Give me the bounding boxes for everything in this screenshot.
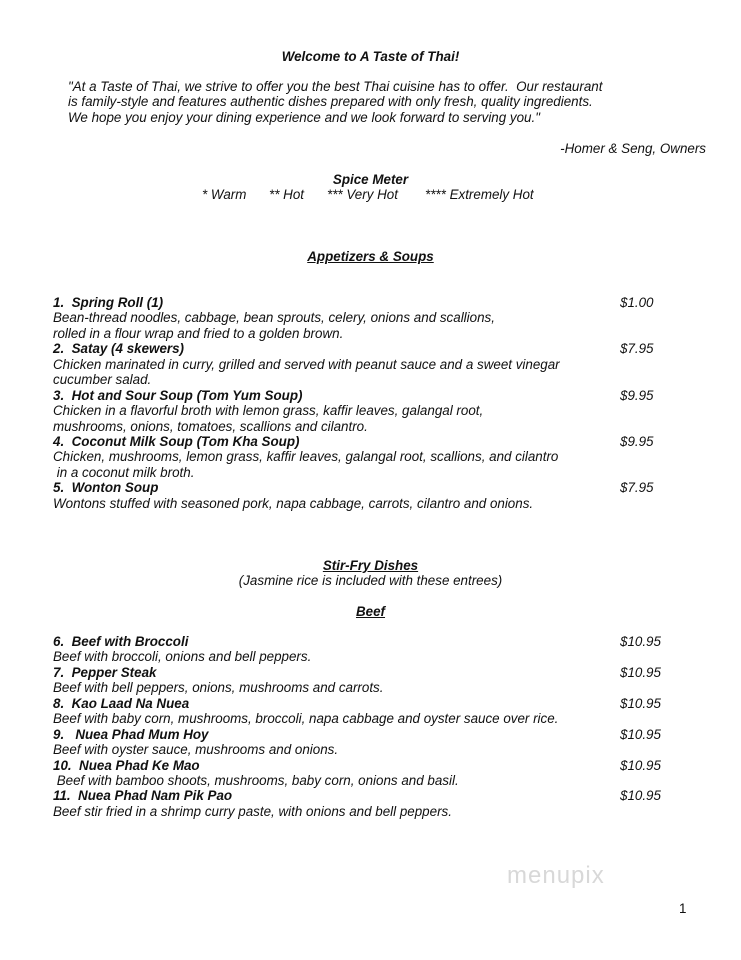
spice-level: ** Hot: [269, 187, 304, 202]
menu-item: [53, 634, 693, 649]
beef-heading: Beef: [355, 604, 386, 619]
intro-line: "At a Taste of Thai, we strive to offer you the best Thai cuisine has to offer. Our restaurant: [68, 79, 603, 94]
menu-item-price: $10.95: [620, 726, 661, 742]
appetizers-heading: Appetizers & Soups: [307, 249, 434, 264]
menu-item-name: 2. Satay (4 skewers): [53, 341, 185, 357]
menu-item-name: 7. Pepper Steak: [53, 664, 157, 680]
menu-item-description: Beef with bell peppers, onions, mushrooms and carrots.: [53, 680, 384, 696]
menu-item-price: $10.95: [620, 757, 661, 773]
menu-item-price: $9.95: [620, 433, 654, 449]
menu-item-price: $10.95: [620, 634, 661, 649]
menu-item-name: 6. Beef with Broccoli: [53, 634, 189, 649]
menu-item: [53, 295, 693, 310]
welcome-heading: Welcome to A Taste of Thai!: [281, 49, 460, 64]
menu-item-description: Wontons stuffed with seasoned pork, napa cabbage, carrots, cilantro and onions.: [53, 495, 534, 511]
spice-level: **** Extremely Hot: [425, 187, 534, 202]
spice-level: *** Very Hot: [327, 187, 398, 202]
spice-meter-title: Spice Meter: [332, 172, 409, 187]
menu-item-name: 5. Wonton Soup: [53, 480, 159, 496]
menu-item-description: mushrooms, onions, tomatoes, scallions and cilantro.: [53, 418, 368, 434]
menu-item-description: Beef with oyster sauce, mushrooms and onions.: [53, 742, 339, 758]
menu-item-name: 1. Spring Roll (1): [53, 295, 164, 310]
menu-item-description: cucumber salad.: [53, 372, 152, 388]
page-number: 1: [679, 901, 687, 916]
menu-item-price: $7.95: [620, 480, 654, 496]
menu-item-price: $1.00: [620, 295, 654, 310]
menu-item: [53, 758, 693, 773]
menu-item-price: $10.95: [620, 695, 661, 711]
stir-fry-heading: Stir-Fry Dishes: [322, 558, 419, 573]
signature: -Homer & Seng, Owners: [560, 141, 706, 156]
menu-item-description: Beef with bamboo shoots, mushrooms, baby corn, onions and basil.: [53, 772, 459, 788]
menu-item-description: Beef with broccoli, onions and bell peppers.: [53, 649, 312, 665]
menu-item-description: Bean-thread noodles, cabbage, bean sprouts, celery, onions and scallions,: [53, 310, 495, 326]
menu-item-description: Chicken in a flavorful broth with lemon grass, kaffir leaves, galangal root,: [53, 403, 484, 419]
menu-item-name: 4. Coconut Milk Soup (Tom Kha Soup): [53, 433, 300, 449]
menu-item: [53, 788, 693, 803]
menu-item-description: Beef stir fried in a shrimp curry paste, with onions and bell peppers.: [53, 803, 452, 819]
appetizers-list: [53, 295, 693, 511]
intro-line: We hope you enjoy your dining experience and we look forward to serving you.": [68, 110, 540, 125]
menu-item-price: $7.95: [620, 341, 654, 357]
watermark-logo: menupix: [507, 862, 605, 889]
menu-item-price: $10.95: [620, 664, 661, 680]
menu-item: [53, 388, 693, 403]
menu-item-name: 10. Nuea Phad Ke Mao: [53, 757, 200, 773]
menu-item-name: 9. Nuea Phad Mum Hoy: [53, 726, 209, 742]
menu-item: [53, 696, 693, 711]
menu-item: [53, 434, 693, 449]
beef-list: [53, 634, 693, 819]
menu-item-description: in a coconut milk broth.: [53, 464, 195, 480]
menu-item-description: Chicken marinated in curry, grilled and served with peanut sauce and a sweet vinegar: [53, 356, 560, 372]
menu-item: [53, 480, 693, 495]
menu-item-price: $10.95: [620, 788, 661, 804]
menu-item-description: Chicken, mushrooms, lemon grass, kaffir leaves, galangal root, scallions, and cilantro: [53, 449, 559, 465]
menu-item-price: $9.95: [620, 387, 654, 403]
menu-item-name: 8. Kao Laad Na Nuea: [53, 695, 190, 711]
menu-item-name: 11. Nuea Phad Nam Pik Pao: [53, 788, 233, 804]
intro-line: is family-style and features authentic dishes prepared with only fresh, quality ingredients.: [68, 94, 593, 109]
stir-fry-note: (Jasmine rice is included with these entrees): [238, 573, 503, 588]
menu-item-name: 3. Hot and Sour Soup (Tom Yum Soup): [53, 387, 303, 403]
menu-item: [53, 665, 693, 680]
menu-item-description: Beef with baby corn, mushrooms, broccoli, napa cabbage and oyster sauce over rice.: [53, 711, 559, 727]
menu-item: [53, 341, 693, 356]
spice-level: * Warm: [202, 187, 247, 202]
menu-item-description: rolled in a flour wrap and fried to a golden brown.: [53, 325, 344, 341]
menu-item: [53, 727, 693, 742]
